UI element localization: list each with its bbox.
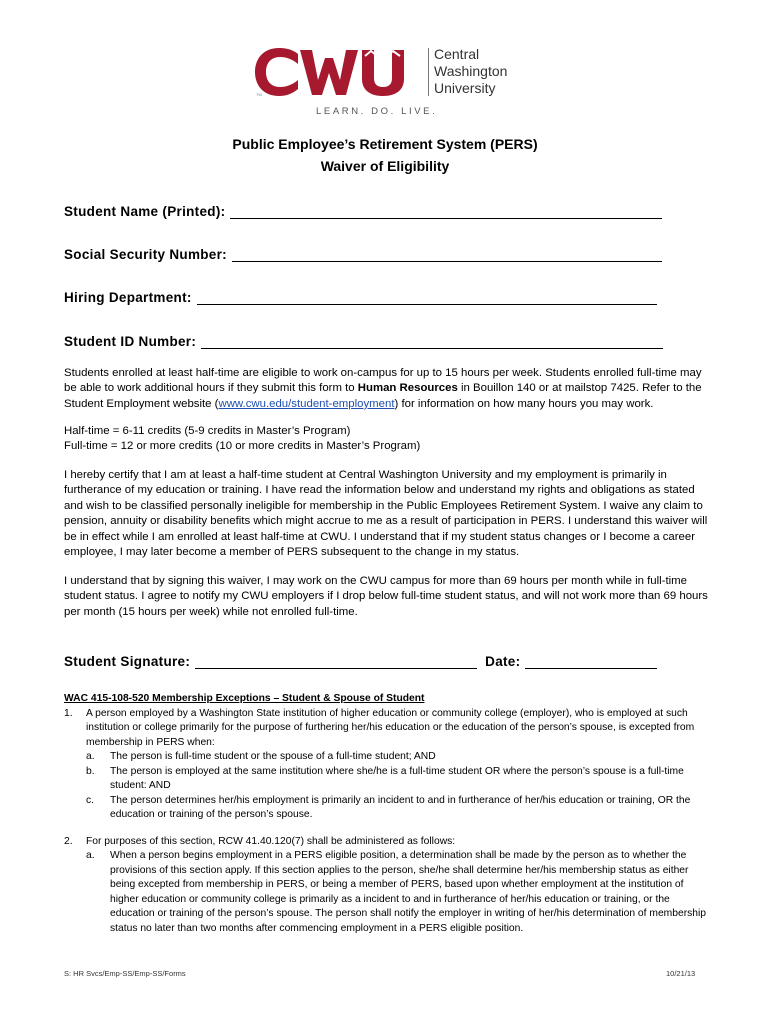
hiring-department-input[interactable] [197, 291, 657, 305]
student-id-input[interactable] [201, 335, 663, 349]
signature-row [64, 654, 657, 669]
wac-item-2: 2. For purposes of this section, RCW 41.40.120(7) shall be administered as follows: a. When a person begins employment in a PERS eligible position, a determination shall be made by the person as to whether the provisions of this section apply. If this section applies to the person, she/he shall determine her/his membership status as either being excepted from membership in PERS, or being a member of PERS, based upon whether employment at the institution of higher education or community college is primarily as a incident to and in furtherance of her/his education or training, or the education or training of the person’s spouse. The person shall notify the employer in writing of her/his determination of membership status no later than two months after commencing employment in a PERS eligible position. [64, 835, 714, 937]
date-label: Date: [485, 654, 521, 669]
understand-paragraph: I understand that by signing this waiver, I may work on the CWU campus for more than 69 hours per month while in full-time student status. I agree to notify my CWU employers if I drop below full-time student status, and will not work more than 69 hours per month (15 hours per week) while not enrolled full-time. [64, 575, 708, 618]
student-name-input[interactable] [230, 205, 662, 219]
footer-date: 10/21/13 [666, 969, 696, 978]
form-subtitle: Waiver of Eligibility [320, 158, 450, 174]
certify-paragraph: I hereby certify that I am at least a half-time student at Central Washington University and my employment is primarily in furtherance of my education or training. I have read the information below and understand my rights and obligations as stated and wish to be classified personally ineligible for membership in the Public Employees Retirement System. I waive any claim to pension, annuity or disability benefits which might accrue to me as a result of participation in PERS. I understand this waiver will be in effect while I am enrolled at least half-time at CWU. I understand that if my student status changes or I become a career employee, I may later become a member of PERS subsequent to the change in my status. [64, 469, 708, 559]
student-id-field [64, 334, 663, 349]
signature-input[interactable] [195, 655, 477, 669]
footer-path: S: HR Svcs/Emp-SS/Emp-SS/Forms [64, 969, 186, 978]
hiring-department-label: Hiring Department: [64, 290, 192, 305]
logo-tagline: LEARN. DO. LIVE. [316, 106, 438, 117]
full-time-definition: Full-time = 12 or more credits (10 or more credits in Master’s Program) [64, 440, 421, 453]
hiring-department-field [64, 290, 657, 305]
wac-item-1: 1. A person employed by a Washington State institution of higher education or community college (employer), who is employed at such institution or college primarily for the purpose of furthering her/his education or the education of the person’s spouse, is excepted from membership in PERS when: a. The person is full-time student or the spouse of a full-time student; AND b. The person is employed at the same institution where she/he is a full-time student OR where the person’s spouse is a full-time student: AND c. The person determines her/his employment is primarily an incident to and in furtherance of her/his education or training, OR the education or training of the person’s spouse. [64, 707, 714, 823]
trademark: TM [256, 92, 262, 97]
date-input[interactable] [525, 655, 657, 669]
form-title: Public Employee’s Retirement System (PERS) [232, 136, 538, 152]
student-name-label: Student Name (Printed): [64, 204, 226, 219]
wac-item-1b: b. The person is employed at the same institution where she/he is a full-time student OR where the person’s spouse is a full-time student: AND [86, 765, 684, 791]
intro-paragraph: Students enrolled at least half-time are eligible to work on-campus for up to 15 hours per week. Students enrolled full-time may be able to work additional hours if they submit this form to Human Resources in Bouillon 140 or at mailstop 7425. Refer to the Student Employment website (www.cwu.edu/student-employment) for information on how many hours you may work. [64, 367, 702, 410]
student-id-label: Student ID Number: [64, 334, 197, 349]
student-name-field [64, 204, 662, 219]
ssn-label: Social Security Number: [64, 247, 227, 262]
wac-item-1c: c. The person determines her/his employment is primarily an incident to and in furtherance of her/his education or training, OR the education or training of the person’s spouse. [86, 794, 691, 820]
university-name: Central Washington University [434, 46, 508, 96]
wac-heading: WAC 415-108-520 Membership Exceptions – Student & Spouse of Student [64, 693, 425, 704]
half-time-definition: Half-time = 6-11 credits (5-9 credits in Master’s Program) [64, 425, 351, 437]
wac-item-1a: a. The person is full-time student or the spouse of a full-time student; AND [86, 751, 436, 762]
signature-label: Student Signature: [64, 654, 191, 669]
human-resources-text: Human Resources [357, 382, 458, 395]
cwu-wordmark-icon [252, 46, 422, 98]
wac-section [64, 692, 714, 936]
ssn-input[interactable] [232, 248, 662, 262]
cwu-logo [252, 42, 522, 122]
ssn-field [64, 247, 662, 262]
student-employment-link[interactable]: www.cwu.edu/student-employment [218, 397, 395, 410]
wac-item-2a: a. When a person begins employment in a PERS eligible position, a determination shall be made by the person as to whether the provisions of this section apply. If this section applies to the person, she/he shall determine her/his membership status as either being excepted from membership in PERS, or being a member of PERS, based upon whether employment at the institution of higher education or community college is primarily as a incident to and in furtherance of her/his education or training, or the education or training of the person’s spouse. The person shall notify the employer in writing of her/his determination of membership status no later than two months after commencing employment in a PERS eligible position. [86, 850, 707, 934]
logo-divider [428, 48, 429, 96]
credits-info [64, 424, 714, 455]
